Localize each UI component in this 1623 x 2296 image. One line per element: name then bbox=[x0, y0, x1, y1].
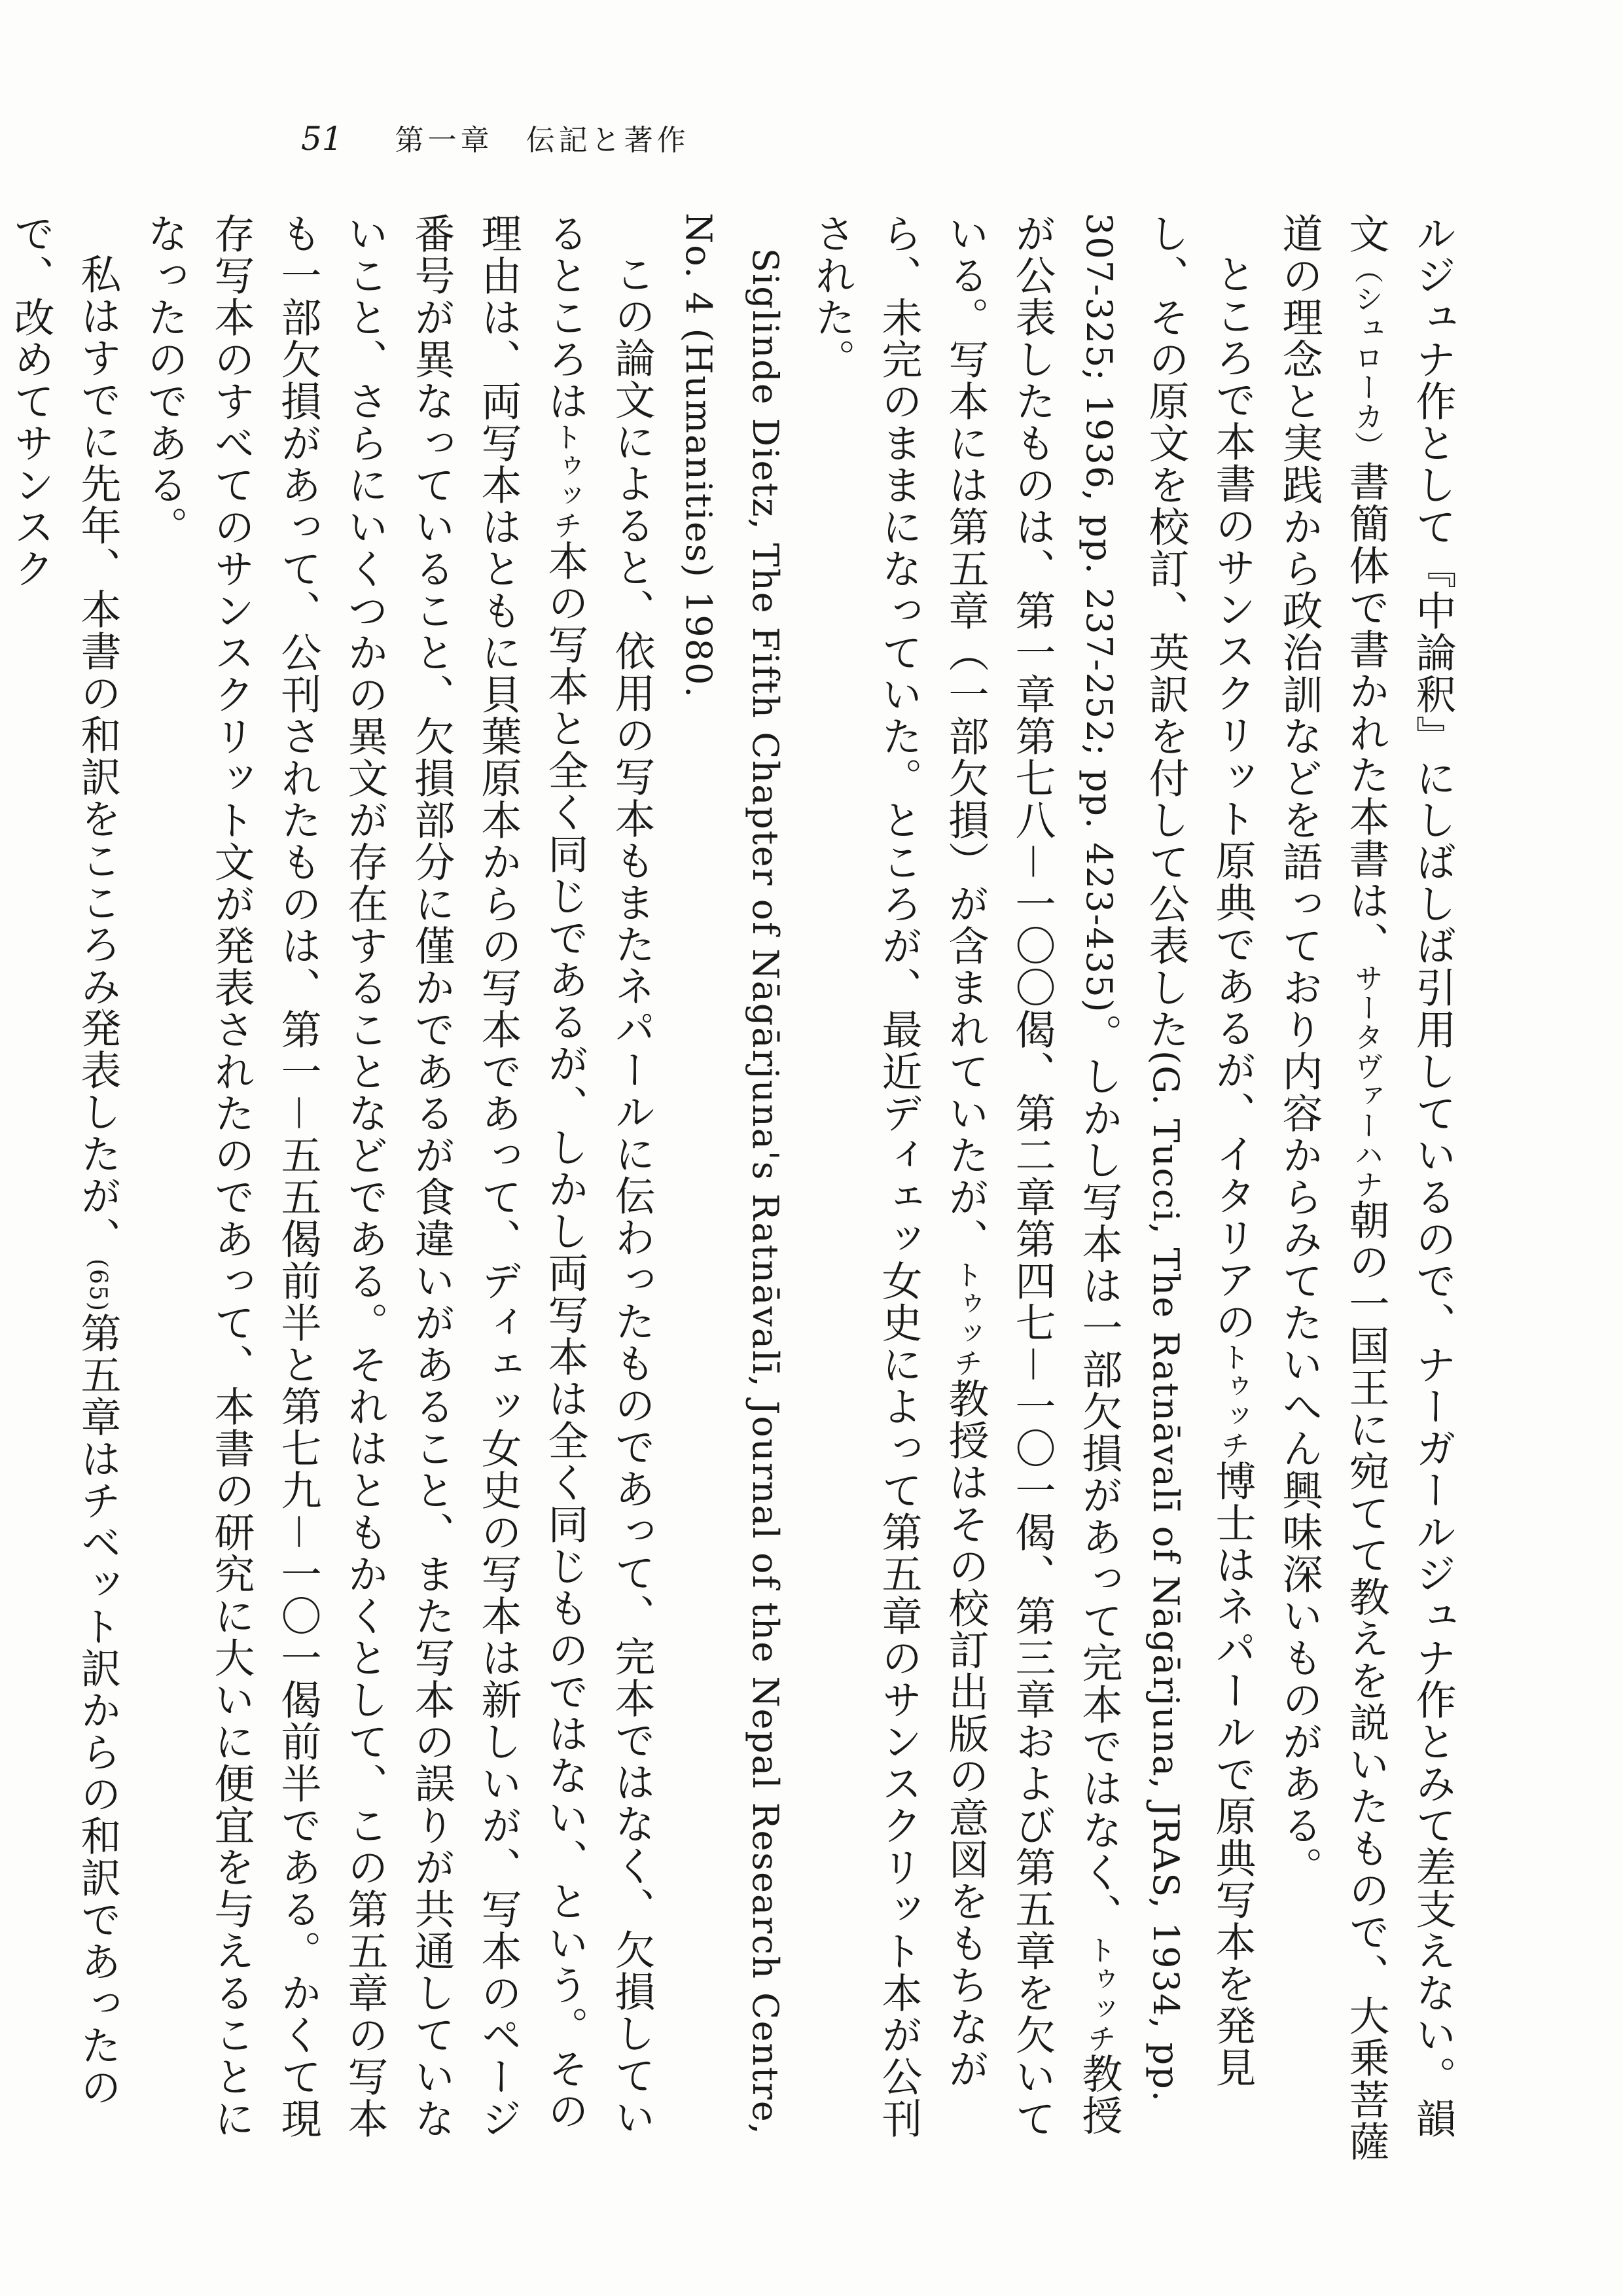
text-run: 。しかし写本は一部欠損があって完本ではなく、 bbox=[1075, 1013, 1123, 1935]
text-run: 書簡体で書かれた本書は、 bbox=[1342, 461, 1390, 963]
page-number: 51 bbox=[301, 120, 343, 158]
text-run-small: サータヴァーハナ bbox=[1349, 963, 1383, 1199]
text-run: 朝の一国王に宛てて教えを説いたもので、大乗菩薩道の理念と実践から政治訓などを語っており内容からみてたいへん興味深いものがある。 bbox=[1275, 213, 1390, 2162]
text-run-small: （シュローカ） bbox=[1349, 255, 1383, 461]
page-header bbox=[301, 117, 690, 158]
text-run-small: トゥッチ bbox=[949, 1260, 982, 1378]
text-run: 本の写本と全く同じであるが、しかし両写本は全く同じものではない、という。その理由は、両写本はともに貝葉原本からの写本であって、ディェッ女史の写本は新しいが、写本のページ番号が異なっていること、欠損部分に僅かであるが食違いがあること、また写本の誤りが共通していないこと、さらにいくつかの異文が存在することなどである。それはともかくとして、この第五章の写本も一部欠損があって、公刊されたものは、第一－五五偈前半と第七九－一〇一偈前半である。かくて現存写本のすべてのサンスクリット文が発表されたのであって、本書の研究に大いに便宜を与えることになったのである。 bbox=[141, 213, 589, 2140]
inline-citation: (G. Tucci, The Ratnāvalī of Nāgārjuna, JRAS, 1934, pp. 307-325; 1936, pp. 237-252; pp. 423-435) bbox=[1079, 213, 1186, 2103]
text-run: ルジュナ作として『中論釈』にしばしば引用しているので、ナーガールジュナ作とみて差支えない。韻文 bbox=[1342, 213, 1457, 2140]
text-run-small: トゥッチ bbox=[1082, 1935, 1116, 2053]
text-run: 教授はその校訂出版の意図をもちながら、未完のままになっていた。ところが、最近ディェッ女史によって第五章のサンスクリット本が公刊された。 bbox=[808, 213, 990, 2140]
citation-text: Siglinde Dietz, The Fifth Chapter of Nāgārjuna's Ratnāvalī, Journal of the Nepal Research Centre, No. 4 (Humanities) 1980. bbox=[678, 213, 786, 2136]
running-title: 第一章 伝記と著作 bbox=[395, 124, 690, 157]
footnote-reference: (65) bbox=[84, 1259, 111, 1312]
text-run: 私はすでに先年、本書の和訳をこころみ発表したが、 bbox=[74, 253, 122, 1259]
text-run-small: トゥッチ bbox=[548, 422, 582, 540]
text-run-small: トゥッチ bbox=[1216, 1342, 1249, 1460]
paragraph-4 bbox=[0, 213, 131, 2163]
paragraph-3 bbox=[131, 213, 665, 2163]
paragraph-1 bbox=[1266, 213, 1466, 2163]
bibliographic-citation bbox=[665, 213, 798, 2163]
text-run: ところで本書のサンスクリット原典であるが、イタリアの bbox=[1209, 253, 1257, 1342]
text-run: 博士はネパールで原典写本を発見し、その原文を校訂、英訳を付して公表した bbox=[1142, 213, 1257, 2089]
body-text bbox=[7, 213, 1466, 2163]
text-run: この論文によると、依用の写本もまたネパールに伝わったものであって、完本ではなく、欠損しているところは bbox=[541, 213, 656, 2138]
text-run: 第五章はチベット訳からの和訳であったので、改めてサンスク bbox=[7, 213, 122, 2108]
text-run: 教授が公表したものは、第一章第七八－一〇〇偈、第二章第四七－一〇一偈、第三章および第五章を欠いている。写本には第五章（一部欠損）が含まれていたが、 bbox=[942, 213, 1123, 2140]
paragraph-2 bbox=[798, 213, 1266, 2163]
